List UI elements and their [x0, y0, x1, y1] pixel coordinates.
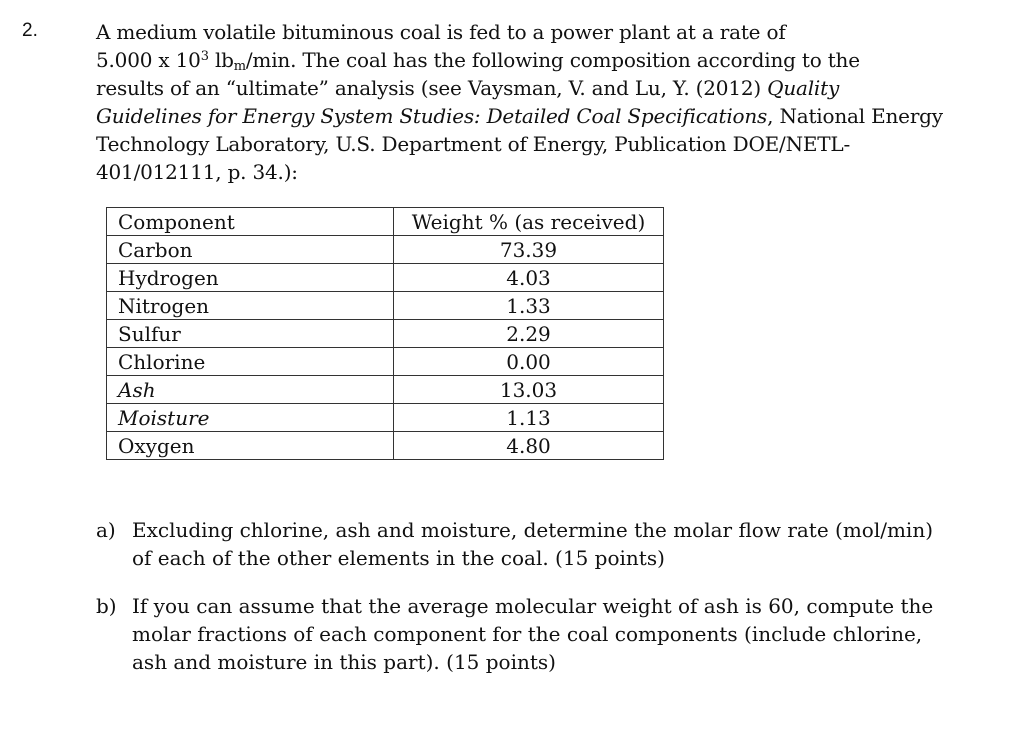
weight-cell: 4.03	[394, 264, 664, 292]
intro-line-4-rest: , National Energy	[767, 104, 943, 128]
part-a	[96, 516, 976, 572]
part-b-line-3: ash and moisture in this part). (15 points)	[132, 650, 556, 674]
part-b-line-1: If you can assume that the average molecular weight of ash is 60, compute the	[132, 594, 934, 618]
weight-cell: 13.03	[394, 376, 664, 404]
question-parts	[96, 516, 976, 696]
table-row	[107, 432, 664, 460]
weight-cell: 0.00	[394, 348, 664, 376]
intro-line-3	[96, 74, 976, 102]
weight-cell: 1.33	[394, 292, 664, 320]
weight-cell: 73.39	[394, 236, 664, 264]
intro-line-3-text: results of an “ultimate” analysis (see Vaysman, V. and Lu, Y. (2012)	[96, 76, 768, 100]
feed-rate-unit-subscript: m	[233, 59, 246, 74]
component-cell: Ash	[107, 376, 394, 404]
table-row	[107, 348, 664, 376]
part-a-label: a)	[96, 518, 116, 542]
header-component: Component	[107, 208, 394, 236]
feed-rate-exponent: 3	[200, 49, 209, 64]
table-header-row	[107, 208, 664, 236]
part-b-label: b)	[96, 594, 117, 618]
table-row	[107, 320, 664, 348]
feed-rate-value: 5.000 x 10	[96, 48, 201, 72]
coal-composition-table	[106, 207, 664, 460]
table-row	[107, 404, 664, 432]
intro-line-2-rest: /min. The coal has the following composition according to the	[245, 48, 860, 72]
citation-title: Guidelines for Energy System Studies: Detailed Coal Specifications	[96, 104, 768, 128]
intro-line-2	[96, 46, 976, 74]
weight-cell: 4.80	[394, 432, 664, 460]
part-a-line-1: Excluding chlorine, ash and moisture, determine the molar flow rate (mol/min)	[132, 518, 934, 542]
table-row	[107, 292, 664, 320]
intro-line-1: A medium volatile bituminous coal is fed to a power plant at a rate of	[96, 20, 786, 44]
component-cell: Sulfur	[107, 320, 394, 348]
weight-cell: 2.29	[394, 320, 664, 348]
component-cell: Hydrogen	[107, 264, 394, 292]
table-row	[107, 376, 664, 404]
weight-cell: 1.13	[394, 404, 664, 432]
component-cell: Nitrogen	[107, 292, 394, 320]
component-cell: Oxygen	[107, 432, 394, 460]
table-row	[107, 236, 664, 264]
intro-line-5: Technology Laboratory, U.S. Department of Energy, Publication DOE/NETL-	[96, 132, 851, 156]
question-intro	[96, 18, 976, 186]
header-weight: Weight % (as received)	[394, 208, 664, 236]
feed-rate-unit: lb	[208, 48, 234, 72]
question-number: 2.	[22, 20, 38, 41]
intro-line-4	[96, 102, 976, 130]
part-b-line-2: molar fractions of each component for the coal components (include chlorine,	[132, 622, 923, 646]
component-cell: Carbon	[107, 236, 394, 264]
citation-title-start: Quality	[767, 76, 840, 100]
table-row	[107, 264, 664, 292]
intro-line-6: 401/012111, p. 34.):	[96, 160, 298, 184]
part-a-line-2: of each of the other elements in the coal. (15 points)	[132, 546, 665, 570]
component-cell: Moisture	[107, 404, 394, 432]
part-b	[96, 592, 976, 676]
component-cell: Chlorine	[107, 348, 394, 376]
